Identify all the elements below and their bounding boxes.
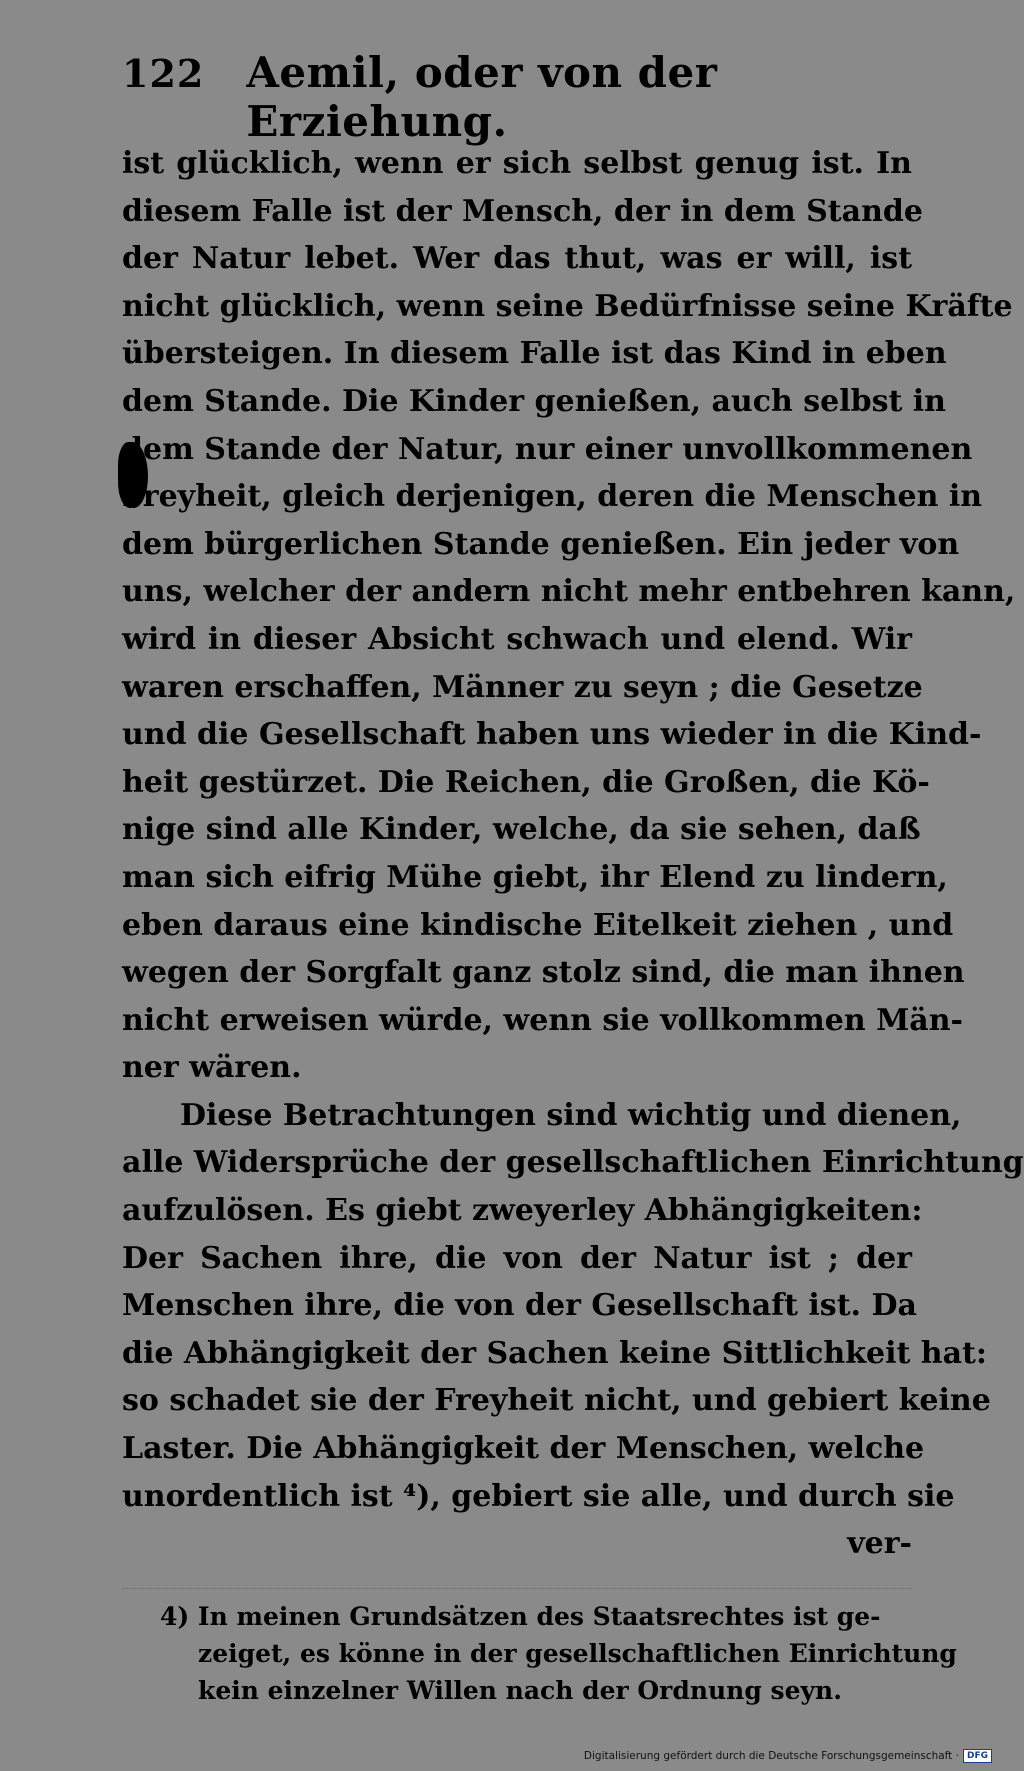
text-line: aufzulösen. Es giebt zweyerley Abhängigkeiten: xyxy=(122,1193,923,1229)
footnote-separator xyxy=(122,1588,912,1589)
text-line: dem Stande der Natur, nur einer unvollkommenen xyxy=(122,431,973,467)
text-line: wird in dieser Absicht schwach und elend. Wir xyxy=(122,621,912,657)
text-line: man sich eifrig Mühe giebt, ihr Elend zu lindern, xyxy=(122,859,948,895)
text-line: Der Sachen ihre, die von der Natur ist ; der xyxy=(122,1240,912,1276)
text-line: der Natur lebet. Wer das thut, was er will, ist xyxy=(122,241,912,277)
text-line: nige sind alle Kinder, welche, da sie sehen, daß xyxy=(122,812,921,848)
text-line: dem Stande. Die Kinder genießen, auch selbst in xyxy=(122,383,946,419)
text-line: Laster. Die Abhängigkeit der Menschen, welche xyxy=(122,1431,925,1467)
text-line: heit gestürzet. Die Reichen, die Großen, die Kö- xyxy=(122,764,930,800)
text-line: uns, welcher der andern nicht mehr entbehren kann, xyxy=(122,574,1016,610)
credit-text: Digitalisierung gefördert durch die Deutsche Forschungsgemeinschaft · xyxy=(583,1750,959,1762)
text-line: die Abhängigkeit der Sachen keine Sittlichkeit hat: xyxy=(122,1335,987,1371)
text-line: ver- xyxy=(847,1526,912,1562)
text-line: dem bürgerlichen Stande genießen. Ein jeder von xyxy=(122,526,960,562)
dfg-logo-icon: DFG xyxy=(963,1749,992,1763)
text-line: unordentlich ist ⁴), gebiert sie alle, und durch sie xyxy=(122,1478,955,1514)
page-number: 122 xyxy=(122,51,205,96)
text-line: nicht erweisen würde, wenn sie vollkommen Män- xyxy=(122,1002,963,1038)
text-line: wegen der Sorgfalt ganz stolz sind, die man ihnen xyxy=(122,955,965,991)
text-line: Menschen ihre, die von der Gesellschaft ist. Da xyxy=(122,1288,917,1324)
footnote-line: kein einzelner Willen nach der Ordnung seyn. xyxy=(198,1676,842,1705)
digitization-credit xyxy=(584,1747,992,1765)
footnote-block xyxy=(160,1598,957,1709)
text-line: alle Widersprüche der gesellschaftlichen Einrichtung xyxy=(122,1145,1024,1181)
text-line: übersteigen. In diesem Falle ist das Kind in eben xyxy=(122,336,947,372)
text-line: ner wären. xyxy=(122,1050,302,1086)
footnote-line: zeiget, es könne in der gesellschaftlichen Einrichtung xyxy=(198,1639,957,1668)
text-line: Diese Betrachtungen sind wichtig und dienen, xyxy=(180,1097,962,1133)
text-line: Freyheit, gleich derjenigen, deren die Menschen in xyxy=(122,479,983,515)
footnote-line: 4) In meinen Grundsätzen des Staatsrechtes ist ge- xyxy=(160,1602,881,1631)
main-text-block xyxy=(122,140,1024,1568)
text-line: so schadet sie der Freyheit nicht, und gebiert keine xyxy=(122,1383,991,1419)
text-line: diesem Falle ist der Mensch, der in dem Stande xyxy=(122,193,923,229)
text-line: waren erschaffen, Männer zu seyn ; die Gesetze xyxy=(122,669,923,705)
text-line: und die Gesellschaft haben uns wieder in die Kind- xyxy=(122,717,982,753)
running-title: Aemil, oder von der Erziehung. xyxy=(246,48,718,146)
page-header xyxy=(122,48,912,146)
text-line: nicht glücklich, wenn seine Bedürfnisse seine Kräfte xyxy=(122,288,1013,324)
text-line: eben daraus eine kindische Eitelkeit ziehen , und xyxy=(122,907,954,943)
text-line: ist glücklich, wenn er sich selbst genug ist. In xyxy=(122,146,912,181)
